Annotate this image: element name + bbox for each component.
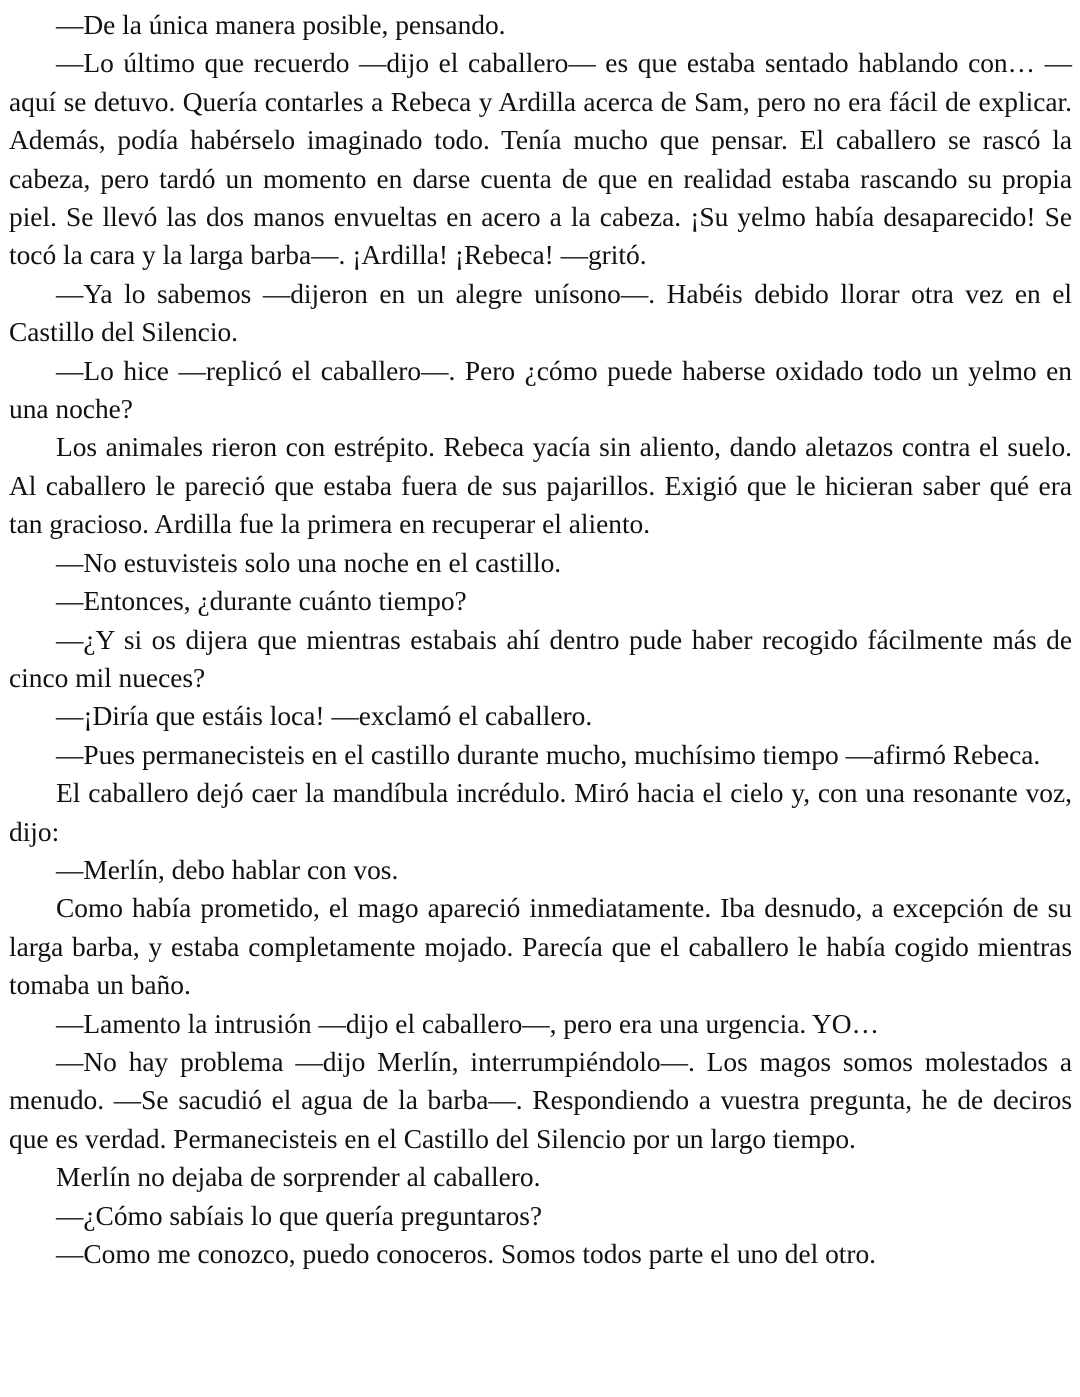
paragraph: —No hay problema —dijo Merlín, interrumpiéndolo—. Los magos somos molestados a menudo. —Se sacudió el agua de la barba—. Respondiendo a vuestra pregunta, he de deciros que es verdad. Permanecisteis en el Castillo del Silencio por un largo tiempo. [9, 1046, 1072, 1154]
paragraph: —De la única manera posible, pensando. [56, 10, 506, 40]
paragraph: —¿Y si os dijera que mientras estabais ahí dentro pude haber recogido fácilmente más de cinco mil nueces? [9, 624, 1072, 693]
paragraph: Merlín no dejaba de sorprender al caballero. [56, 1162, 541, 1193]
paragraph: —¡Diría que estáis loca! —exclamó el caballero. [56, 701, 593, 732]
paragraph: —Ya lo sabemos —dijeron en un alegre unísono—. Habéis debido llorar otra vez en el Castillo del Silencio. [9, 278, 1072, 348]
paragraph: Los animales rieron con estrépito. Rebeca yacía sin aliento, dando aletazos contra el suelo. Al caballero le pareció que estaba fuera de sus pajarillos. Exigió que le hicieran saber qué era tan gracioso. Ardilla fue la primera en recuperar el aliento. [9, 432, 1072, 540]
paragraph: —¿Cómo sabíais lo que quería preguntaros? [56, 1200, 543, 1231]
paragraph: —Merlín, debo hablar con vos. [56, 854, 399, 885]
paragraph: —Lamento la intrusión —dijo el caballero—, pero era una urgencia. YO… [56, 1008, 879, 1039]
paragraph: —Lo último que recuerdo —dijo el caballero— es que estaba sentado hablando con… —aquí se detuvo. Quería contarles a Rebeca y Ardilla acerca de Sam, pero no era fácil de explicar. Además, podía habérselo imaginado todo. Tenía mucho que pensar. El caballero se rascó la cabeza, pero tardó un momento en darse cuenta de que en realidad estaba rascando su propia piel. Se llevó las dos manos envueltas en acero a la cabeza. ¡Su yelmo había desaparecido! Se tocó la cara y la larga barba—. ¡Ardilla! ¡Rebeca! —gritó. [9, 48, 1072, 271]
paragraph: —Entonces, ¿durante cuánto tiempo? [56, 586, 467, 617]
paragraph: El caballero dejó caer la mandíbula incrédulo. Miró hacia el cielo y, con una resonante voz, dijo: [9, 778, 1072, 847]
paragraph: —No estuvisteis solo una noche en el castillo. [56, 547, 562, 578]
paragraph: —Lo hice —replicó el caballero—. Pero ¿cómo puede haberse oxidado todo un yelmo en una noche? [9, 355, 1072, 425]
paragraph: —Como me conozco, puedo conoceros. Somos todos parte el uno del otro. [56, 1239, 877, 1269]
paragraph: —Pues permanecisteis en el castillo durante mucho, muchísimo tiempo —afirmó Rebeca. [56, 739, 1041, 770]
paragraph: Como había prometido, el mago apareció inmediatamente. Iba desnudo, a excepción de su larga barba, y estaba completamente mojado. Parecía que el caballero le había cogido mientras tomaba un baño. [9, 893, 1072, 1001]
